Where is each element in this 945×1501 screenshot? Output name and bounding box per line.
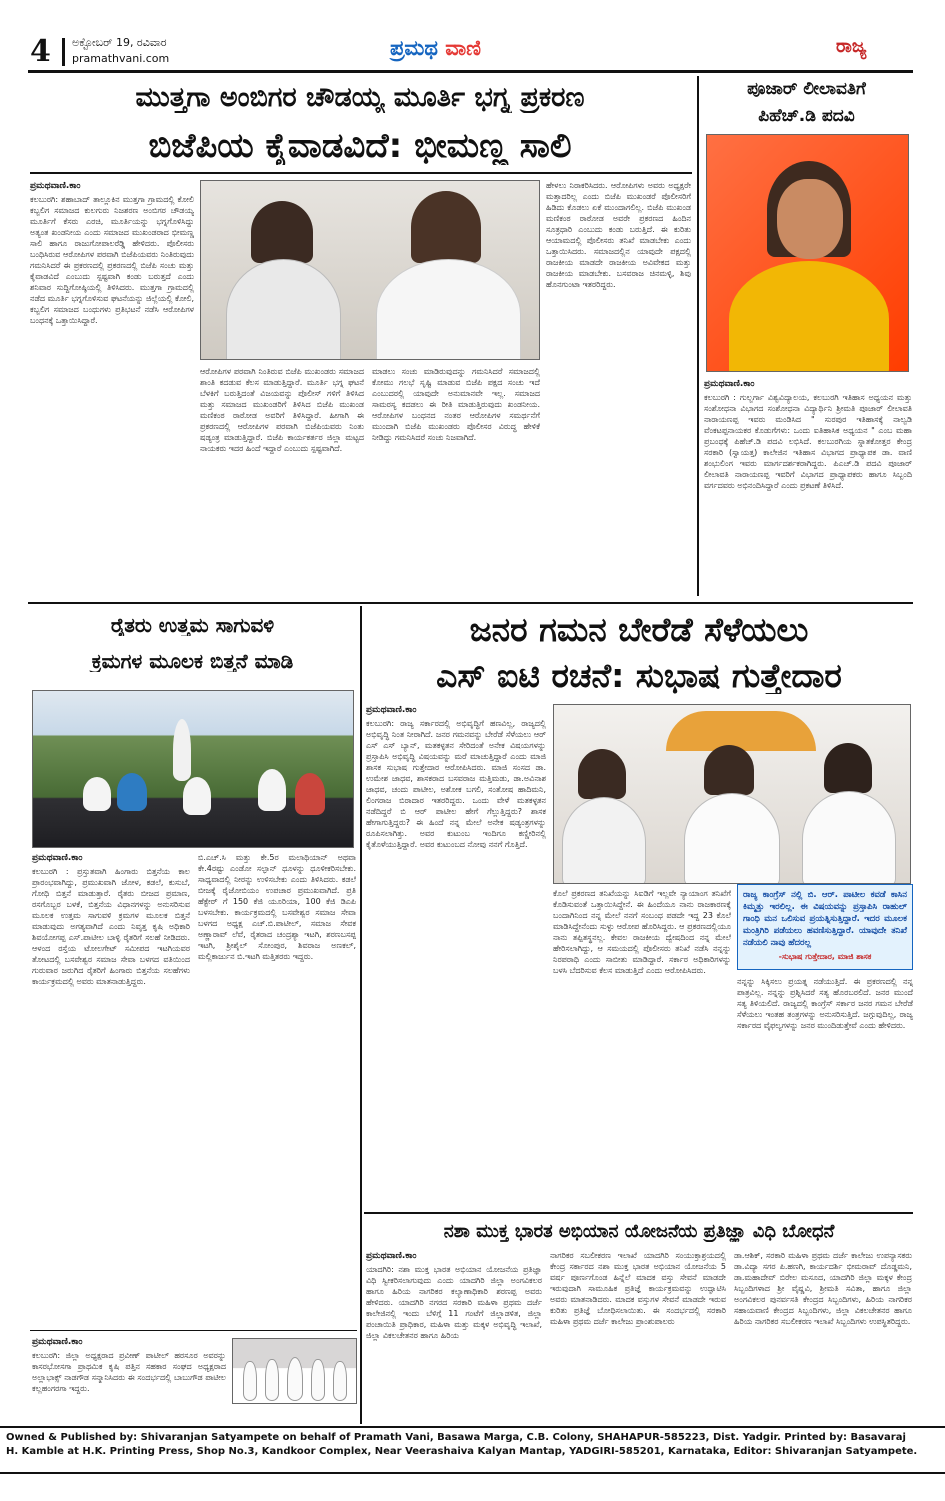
photo-seated-man-5 xyxy=(295,773,325,815)
drug-byline: ಪ್ರಮಥವಾಣಿ.ಕಾಂ xyxy=(366,1251,417,1261)
press-meet-photo xyxy=(200,180,540,360)
photo-standing-man xyxy=(173,719,191,781)
sit-col3: ನನ್ನನ್ನು ಸಿಕ್ಕಿಸಲು ಪ್ರಯತ್ನ ನಡೆಯುತ್ತಿದೆ. ಈ ಪ್ರಕರಣದಲ್ಲಿ ನನ್ನ ಪಾತ್ರವಿಲ್ಲ. ನನ್ನನ್ನು ಪ್ರಶ್ನಿಸಿದರೆ ಸತ್ಯ ಹೊರಬರಲಿದೆ. ಜನರ ಮುಂದೆ ಸತ್ಯ ತಿಳಿಯಲಿದೆ. ರಾಜ್ಯದಲ್ಲಿ ಕಾಂಗ್ರೆಸ್ ಸರ್ಕಾರ ಜನರ ಗಮನ ಬೇರೆಡೆ ಸೆಳೆಯಲು ಇಂತಹ ತಂತ್ರಗಳನ್ನು ಅನುಸರಿಸುತ್ತಿದೆ. ಜಗ್ಗುವುದಿಲ್ಲ, ರಾಜ್ಯ ಸರ್ಕಾರದ ವೈಫಲ್ಯಗಳನ್ನು ಜನರ ಮುಂದಿಡುತ್ತೇವೆ ಎಂದು ಹೇಳಿದರು. xyxy=(737,977,913,1030)
drug-col1: ಯಾದಗಿರಿ: ನಶಾ ಮುಕ್ತ ಭಾರತ ಅಭಿಯಾನ ಯೋಜನೆಯ ಪ್ರತಿಜ್ಞಾ ವಿಧಿ ಸ್ವೀಕರಿಸಲಾಗುವುದು ಎಂದು ಯಾದಗಿರಿ ಜಿಲ್ಲಾ ಅಂಗವಿಕಲರ ಹಾಗೂ ಹಿರಿಯ ನಾಗರಿಕರ ಕಲ್ಯಾಣಾಧಿಕಾರಿ ಶರಣಪ್ಪ ಅವರು ಹೇಳಿದರು. ಯಾದಗಿರಿ ನಗರದ ಸರಕಾರಿ ಮಹಿಳಾ ಪ್ರಥಮ ದರ್ಜೆ ಕಾಲೇಜಿನಲ್ಲಿ ಇಂದು ಬೆಳಿಗ್ಗೆ 11 ಗಂಟೆಗೆ ಜಿಲ್ಲಾಡಳಿತ, ಜಿಲ್ಲಾ ಪಂಚಾಯಿತಿ ಪ್ರಾಧಿಕಾರ, ಮಹಿಳಾ ಮತ್ತು ಮಕ್ಕಳ ಅಭಿವೃದ್ಧಿ ಇಲಾಖೆ, ಜಿಲ್ಲಾ ವಿಕಲಚೇತನರ ಹಾಗೂ ಹಿರಿಯ xyxy=(366,1265,542,1340)
lead-byline: ಪ್ರಮಥವಾಣಿ.ಕಾಂ xyxy=(30,181,81,191)
drug-headline: ನಶಾ ಮುಕ್ತ ಭಾರತ ಅಭಿಯಾನ ಯೋಜನೆಯ ಪ್ರತಿಜ್ಞಾ ವಿಧಿ ಬೋಧನೆ xyxy=(443,1222,835,1242)
sit-col1: ಕಲಬುರಗಿ: ರಾಜ್ಯ ಸರ್ಕಾರದಲ್ಲಿ ಅಭಿವೃದ್ಧಿಗೆ ಹಣವಿಲ್ಲ, ರಾಜ್ಯದಲ್ಲಿ ಅಭಿವೃದ್ಧಿ ನಿಂತ ನೀರಾಗಿದೆ. ಜನರ ಗಮನವನ್ನು ಬೇರೆಡೆ ಸೆಳೆಯಲು ಆರ್ ಎಸ್ ಎಸ್ ಬ್ಯಾನ್, ಮತಕಳ್ಳತನ ಸೇರಿದಂತೆ ಅನೇಕ ವಿಷಯಗಳನ್ನು ಪ್ರಸ್ತಾಪಿಸಿ ಅಭಿವೃದ್ಧಿ ವಿಷಯವನ್ನು ಮರೆ ಮಾಚುತ್ತಿದ್ದಾರೆ ಎಂದು ಮಾಜಿ ಶಾಸಕ ಸುಭಾಷ ಗುತ್ತೇದಾರ ಆರೋಪಿಸಿದರು. ಮಾಜಿ ಸಂಸದ ಡಾ. ಉಮೇಶ ಜಾಧವ, ಶಾಸಕರಾದ ಬಸವರಾಜ ಮತ್ತಿಮಡು, ಡಾ.ಅವಿನಾಶ ಜಾಧವ, ಚಂದು ಪಾಟೀಲ, ಅಶೋಕ ಬಗಲಿ, ಸಂತೋಷ ಹಾದಿಮನಿ, ಲಿಂಗರಾಜ ಬಿರಾದಾರ ಇತರರಿದ್ದರು. ಒಂದು ವೇಳೆ ಮತಕಳ್ಳತನ ನಡೆದಿದ್ದರೆ ಬಿ ಆರ್ ಪಾಟೀಲ ಹೇಗೆ ಗೆಲ್ಲುತ್ತಿದ್ದರು? ಶಾಸಕ ಹೇಗಾಗುತ್ತಿದ್ದರು? ಈ ಹಿಂದೆ ನನ್ನ ಮೇಲೆ ಅನೇಕ ಷಡ್ಯಂತ್ರಗಳನ್ನು ರೂಪಿಸಲಾಗಿತ್ತು. ಅವರ ಕುಟುಂಬ ಇಂದಿಗೂ ಕಣ್ಣೀರಿನಲ್ಲಿ ಕೈತೊಳೆಯುತ್ತಿದ್ದಾರೆ. ಅವರ ಕುಟುಂಬದ ನೋವು ನನಗೆ ಗೊತ್ತಿದೆ. xyxy=(366,719,546,849)
farm-meeting-photo xyxy=(32,690,354,848)
group-person-2 xyxy=(265,1359,279,1401)
photo-seated-man-4 xyxy=(258,769,286,811)
imprint-line1: Owned & Published by: Shivaranjan Satyampete on behalf of Pramath Vani, Basawa Marga, C.B. Colony, SHAHAPUR-585223, Dist. Yadgir. Printed by: Basavaraj xyxy=(6,1432,906,1443)
photo-person-right-body xyxy=(376,259,521,360)
press-person-1-body xyxy=(562,797,646,884)
photo-seated-man-1 xyxy=(83,777,111,811)
drug-col2: ನಾಗರಿಕರ ಸಬಲೀಕರಣ ಇಲಾಖೆ ಯಾದಗಿರಿ ಸಂಯುಕ್ತಾಶ್ರಯದಲ್ಲಿ ಕೇಂದ್ರ ಸರ್ಕಾರದ ನಶಾ ಮುಕ್ತ ಭಾರತ ಅಭಿಯಾನ ಯೋಜನೆಯ 5 ವರ್ಷ ಪೂರ್ಣಗೊಂಡ ಹಿನ್ನೆಲೆ ಮಾದಕ ವಸ್ತು ಸೇವನೆ ಮಾಡದೇ ಇರುವುದಾಗಿ ಸಾಮೂಹಿಕ ಪ್ರತಿಜ್ಞೆ ಕಾರ್ಯಕ್ರಮವನ್ನು ಉದ್ಘಾಟಿಸಿ ಅವರು ಮಾತನಾಡಿದರು. ಮಾದಕ ವಸ್ತುಗಳ ಸೇವನೆ ಮಾಡದೇ ಇರುವ ಕುರಿತು ಪ್ರತಿಜ್ಞೆ ಬೋಧಿಸಲಾಯಿತು. ಈ ಸಂದರ್ಭದಲ್ಲಿ ಸರಕಾರಿ ಮಹಿಳಾ ಪ್ರಥಮ ದರ್ಜೆ ಕಾಲೇಜು ಪ್ರಾಂಶುಪಾಲರು xyxy=(550,1251,726,1326)
lead-headline-line1: ಮುತ್ತಗಾ ಅಂಬಿಗರ ಚೌಡಯ್ಯ ಮೂರ್ತಿ ಭಗ್ನ ಪ್ರಕರಣ xyxy=(135,83,585,113)
farm-headline-line2: ಕ್ರಮಗಳ ಮೂಲಕ ಬಿತ್ತನೆ ಮಾಡಿ xyxy=(91,650,294,672)
photo-person-right-head xyxy=(411,191,481,263)
lead-col2: ಆರೋಪಿಗಳ ಪರವಾಗಿ ನಿಂತಿರುವ ಬಿಜೆಪಿ ಮುಖಂಡರು ಸಮಾಜದ ಶಾಂತಿ ಕದಡುವ ಕೆಲಸ ಮಾಡುತ್ತಿದ್ದಾರೆ. ಮೂರ್ತಿ ಭಗ್ನ ಘಟನೆ ಬೆಳಕಿಗೆ ಬರುತ್ತಿದಂತೆ ವಿಜಯವನ್ನು ಪೊಲೀಸ್ ಗಳಿಗೆ ತಿಳಿಸಿದ ಮತ್ತು ಸಮಾಜದ ಮುಖಂಡರಿಗೆ ತಿಳಿಸಿದ ಬಿಜೆಪಿ ಮುಖಂಡ ಮಣಿಕಂಠ ರಾಠೋಡ ಅವರಿಗೆ ತಿಳಿಸಿದ್ದಾರೆ. ಹೀಗಾಗಿ ಈ ಪ್ರಕರಣದಲ್ಲಿ ಆರೋಪಿಗಳ ಪರವಾಗಿ ಬಿಜೆಪಿಯವರು ನಿಂತು ಷಡ್ಯಂತ್ರ ಮಾಡುತ್ತಿದ್ದಾರೆ. ಬಿಜೆಪಿ ಕಾರ್ಯಕರ್ತರ ಜಿಲ್ಲಾ ಮಟ್ಟದ ನಾಯಕರು ಇದರ ಹಿಂದೆ ಇದ್ದಾರೆ ಎಂಬುದು ಸ್ಪಷ್ಟವಾಗಿದೆ. xyxy=(200,367,364,453)
side-byline: ಪ್ರಮಥವಾಣಿ.ಕಾಂ xyxy=(704,379,755,389)
lead-col4: ಹೇಳಲು ನಿರಾಕರಿಸಿದರು. ಆರೋಪಿಗಳು ಅವರು ಅಧ್ಯಕ್ಷರೇ ಮತ್ತಾದರಿಲ್ಲ ಎಂದು ಬಿಜೆಪಿ ಮುಖಂಡರೆ ಪೊಲೀಸರಿಗೆ ಹಿಡಿದು ಕೊಡಲು ಏಕೆ ಮುಂದಾಗಲಿಲ್ಲ. ಬಿಜೆಪಿ ಮುಖಂಡ ಮಣಿಕಂಠ ರಾಠೋಡ ಅವರೇ ಪ್ರಕರಣದ ಹಿಂದಿನ ಸೂತ್ರಧಾರಿ ಎಂಬುದು ಕಂಡು ಬರುತ್ತಿದೆ. ಈ ಕುರಿತು ಆಯಾಮದಲ್ಲಿ ಪೊಲೀಸರು ತನಿಖೆ ಮಾಡಬೇಕು ಎಂದು ಒತ್ತಾಯಿಸಿದರು. ಸಮಾಜದಲ್ಲಿನ ಯಾವುದೇ ಪಕ್ಷದಲ್ಲಿ ರಾಜಕೀಯ ಮಾಡದೇ ರಾಜಕೀಯ ಅವಿವೇಕದ ಮತ್ತು ರಾಜಕೀಯ ಮಾಡಬೇಕು. ಬಸವರಾಜ ಚಿನಮಳ್ಳಿ, ಶಿವು ಹೊನಗುಂಟಾ ಇತರರಿದ್ದರು. xyxy=(546,181,691,289)
lead-rule xyxy=(30,172,692,174)
brief-text: ಕಲಬುರಗಿ: ಜಿಲ್ಲಾ ಅಧ್ಯಕ್ಷರಾದ ಪ್ರವೀಣ್ ಪಾಟೀಲ್ ಹರಸೂರ ಅವರನ್ನು ಕಾಸರಭೋಸಗಾ ಪ್ರಾಥಮಿಕ ಕೃಷಿ ಪತ್ತಿನ ಸಹಕಾರ ಸಂಘದ ಅಧ್ಯಕ್ಷರಾದ ಅಲ್ಲಾಭಾಕ್ಸ್ ನಾಡಗೌಡ ಸನ್ಮಾನಿಸಿದರು ಈ ಸಂದರ್ಭದಲ್ಲಿ ಬಾಬುಗೌಡ ಪಾಟೀಲ ಕಲ್ಲಹಂಗರಗಾ ಇದ್ದರು. xyxy=(32,1351,226,1393)
portrait-face xyxy=(777,179,843,259)
page-number: 4 xyxy=(30,34,51,69)
section-rule-mid xyxy=(28,602,913,604)
lead-col1: ಕಲಬುರಗಿ: ಶಹಾಬಾದ್ ತಾಲ್ಲೂಕಿನ ಮುತ್ತಗಾ ಗ್ರಾಮದಲ್ಲಿ ಕೋಲಿ ಕಬ್ಬಲಿಗ ಸಮಾಜದ ಕುಲಗುರು ನಿಜಶರಣ ಅಂಬಿಗರ ಚೌಡಯ್ಯ ಮೂರ್ತಿಗೆ ಕೆಸರು ಎರಚಿ, ಮೂರ್ತಿಯನ್ನು ಭಗ್ನಗೊಳಿಸಿದ್ದು ಅತ್ಯಂತ ಖಂಡನೀಯ ಎಂದು ಸಮಾಜದ ಮುಖಂಡರಾದ ಭೀಮಣ್ಣ ಸಾಲಿ ಹಾಗೂ ರಾಜುಗೋಪಾಲರೆಡ್ಡಿ ಹೇಳಿದರು. ಪೊಲೀಸರು ಬಂಧಿಸಿರುವ ಆರೋಪಿಗಳ ಪರವಾಗಿ ಬಿಜೆಪಿಯವರು ನಿಂತಿರುವುದು ಗಮನಿಸಿದರೆ ಈ ಪ್ರಕರಣದಲ್ಲಿ ಪ್ರಕರಣದಲ್ಲಿ ಬಿಜೆಪಿ ಸಂಚು ಮತ್ತು ಕೈವಾಡವಿದೆ ಎಂಬುದು ಸ್ಪಷ್ಟವಾಗಿ ಕಂಡು ಬರುತ್ತದೆ ಎಂದು ಶನಿವಾರ ಸುದ್ದಿಗೋಷ್ಠಿಯಲ್ಲಿ ತಿಳಿಸಿದರು. ಮುತ್ತಗಾ ಗ್ರಾಮದಲ್ಲಿ ನಡೆದ ಮೂರ್ತಿ ಭಗ್ನಗೊಳಿಸುವ ಘಟನೆಯನ್ನು ಜಿಲ್ಲೆಯಲ್ಲಿ ಕೋಲಿ, ಕಬ್ಬಲಿಗ ಸಮಾಜದ ಬಂಧುಗಳು ಪ್ರತಿಭಟನೆ ನಡೆಸಿ ಆರೋಪಿಗಳ ಬಂಧನಕ್ಕೆ ಒತ್ತಾಯಿಸಿದ್ದಾರೆ. xyxy=(30,195,194,325)
sit-headline-line1: ಜನರ ಗಮನ ಬೇರೆಡೆ ಸೆಳೆಯಲು xyxy=(469,612,809,649)
lead-col3: ಮಾಡಲು ಸಂಚು ಮಾಡಿರುವುದನ್ನು ಗಮನಿಸಿದರೆ ಸಮಾಜದಲ್ಲಿ ಕೋಮು ಗಲಭೆ ಸೃಷ್ಟಿ ಮಾಡುವ ಬಿಜೆಪಿ ಪಕ್ಷದ ಸಂಚು ಇದೆ ಎಂಬುದರಲ್ಲಿ ಯಾವುದೇ ಅನುಮಾನವೇ ಇಲ್ಲ. ಸಮಾಜದ ಸಾಮರಸ್ಯ ಕದಡಲು ಈ ರೀತಿ ಮಾಡುತ್ತಿರುವುದು ಖಂಡನೀಯ. ಆರೋಪಿಗಳ ಬಂಧನದ ನಂತರ ಆರೋಪಿಗಳ ಸಮರ್ಥನೆಗೆ ಮುಂದಾಗಿ ಬಿಜೆಪಿ ಮುಖಂಡರು ಪೊಲೀಸರ ವಿರುದ್ಧ ಹೇಳಿಕೆ ನೀಡಿದ್ದು ಗಮನಿಸಿದರೆ ಸಂಚು ನಿಜವಾಗಿದೆ. xyxy=(372,367,540,442)
press-person-1-head xyxy=(578,749,626,799)
logo-part1: ಪ್ರಮಥ xyxy=(390,36,438,60)
brief-rule xyxy=(30,1330,357,1331)
side-headline-line1: ಪೂಜಾರ್ ಲೀಲಾವತಿಗೆ xyxy=(747,80,866,99)
group-person-4 xyxy=(311,1359,325,1401)
portrait-saree xyxy=(729,261,889,372)
press-person-3-head xyxy=(824,743,872,793)
photo-person-left-body xyxy=(226,259,341,360)
section-label: ರಾಜ್ಯ xyxy=(836,36,867,57)
group-person-1 xyxy=(243,1361,257,1401)
imprint-line2: H. Kamble at H.K. Printing Press, Shop No.3, Kandkoor Complex, Near Veerashaiva Kalyan Mantap, YADGIRI-585201, Karnataka, Editor: Shivaranjan Satyampete. xyxy=(6,1446,918,1457)
column-divider-lower xyxy=(360,606,362,1424)
side-text: ಕಲಬುರಗಿ : ಗುಲ್ಬರ್ಗಾ ವಿಶ್ವವಿದ್ಯಾಲಯ, ಕಲಬುರಗಿ ಇತಿಹಾಸ ಅಧ್ಯಯನ ಮತ್ತು ಸಂಶೋಧನಾ ವಿಭಾಗದ ಸಂಶೋಧನಾ ವಿದ್ಯಾರ್ಥಿನಿ ಶ್ರೀಮತಿ ಪೂಜಾರ್ ಲೀಲಾವತಿ ನಾರಾಯಣಪ್ಪ ಇವರು ಮಂಡಿಸಿದ " ಸುರಪುರ ಇತಿಹಾಸಕ್ಕೆ ನಾಲ್ವಡಿ ವೆಂಕಟಪ್ಪನಾಯಕರ ಕೊಡುಗೆಗಳು: ಒಂದು ಐತಿಹಾಸಿಕ ಅಧ್ಯಯನ " ಎಂಬ ಮಹಾ ಪ್ರಬಂಧಕ್ಕೆ ಪಿಹೆಚ್.ಡಿ ಪದವಿ ಲಭಿಸಿದೆ. ಕಲಬುರಗಿಯ ಸ್ನಾತಕೋತ್ತರ ಕೇಂದ್ರ ಸರಕಾರಿ (ಸ್ವಾಯತ್ತ) ಕಾಲೇಜಿನ ಇತಿಹಾಸ ವಿಭಾಗದ ಪ್ರಾಧ್ಯಾಪಕ ಡಾ. ವಾಣಿ ಶಂಭುಲಿಂಗ ಇವರು ಮಾರ್ಗದರ್ಶಕರಾಗಿದ್ದರು. ಪಿಎಚ್.ಡಿ ಪದವಿ ಪೂಜಾರ್ ಲೀಲಾವತಿ ನಾರಾಯಣಪ್ಪ ಇವರಿಗೆ ವಿಭಾಗದ ಪ್ರಾಧ್ಯಾಪಕರು ಹಾಗೂ ಸಿಬ್ಬಂದಿ ವರ್ಗದವರು ಅಭಿನಂದಿಸಿದ್ದಾರೆ ಎಂದು ಪ್ರಕಟಣೆ ತಿಳಿಸಿದೆ. xyxy=(704,393,912,490)
drug-col3: ಡಾ.ಆಶಿಕ್, ಸರಕಾರಿ ಮಹಿಳಾ ಪ್ರಥಮ ದರ್ಜೆ ಕಾಲೇಜು ಉಪನ್ಯಾಸಕರು ಡಾ.ವಿದ್ಯಾ ಸಗರ ಪಿ.ಹಣಗಿ, ಕಾರ್ಯದರ್ಶಿ ಭೀಮರಾವ್ ದೊಡ್ಡಮನಿ, ಡಾ.ಮಹಾದೇವ್ ಬಿರೇಲ ಮಸೂದ, ಯಾದಗಿರಿ ಜಿಲ್ಲಾ ಮಕ್ಕಳ ಕೇಂದ್ರ ಸಿಬ್ಬಂದಿಗಳಾದ ಶ್ರೀ ವೈಷ್ಣವಿ, ಶ್ರೀಮತಿ ಸವಿತಾ, ಹಾಗೂ ಜಿಲ್ಲಾ ಅಂಗವಿಕಲರ ಪುನರ್ವಸತಿ ಕೇಂದ್ರದ ಸಿಬ್ಬಂದಿಗಳು, ಹಿರಿಯ ನಾಗರಿಕರ ಸಹಾಯವಾಣಿ ಕೇಂದ್ರದ ಸಿಬ್ಬಂದಿಗಳು, ಜಿಲ್ಲಾ ವಿಕಲಚೇತನರ ಹಾಗೂ ಹಿರಿಯ ನಾಗರಿಕರ ಸಬಲೀಕರಣ ಇಲಾಖೆ ಸಿಬ್ಬಂದಿಗಳು ಉಪಸ್ಥಿತರಿದ್ದರು. xyxy=(734,1251,912,1326)
side-headline-line2: ಪಿಹೆಚ್.ಡಿ ಪದವಿ xyxy=(758,107,855,126)
photo-person-left-head xyxy=(251,201,313,263)
farm-col2: ಬಿ.ಎಚ್.ಸಿ ಮತ್ತು ಕೇ.5ರ ಮಲಾಥಿಯಾನ್ ಅಥವಾ ಕೇ.4ರಷ್ಟು ಎಂಡೋ ಸಲ್ಫಾನ್ ಧೂಳನ್ನು ಧೂಳೀಕರಿಸಬೇಕು. ಸಾಧ್ಯವಾದಲ್ಲಿ ನೀರನ್ನು ಉಳಿಸಬೇಕು ಎಂದು ತಿಳಿಸಿದರು. ಕಡಲೆ ಬೀಜಕ್ಕೆ ರೈಜೋಬಿಯಂ ಉಪಚಾರ ಪ್ರಮುಖವಾಗಿದೆ. ಪ್ರತಿ ಹೆಕ್ಟೇರ್ ಗೆ 150 ಕೆಜಿ ಯೂರಿಯಾ, 100 ಕೆಜಿ ಡಿಎಪಿ ಬಳಸಬೇಕು. ಕಾರ್ಯಕ್ರಮದಲ್ಲಿ ಬಸವೇಶ್ವರ ಸಮಾಜ ಸೇವಾ ಬಳಗದ ಅಧ್ಯಕ್ಷ ಎಚ್.ಬಿ.ಪಾಟೀಲ್, ಸಮಾಜ ಸೇವಕ ಅಣ್ಣಾರಾವ್ ಲೆವೆ, ರೈತರಾದ ಚಂದ್ರಶ್ಯಾ ಇಟಗಿ, ಶರಣಬಸಪ್ಪ ಇಟಗಿ, ಶ್ರೀಶೈಲ್ ಸೋಂಪುರ, ಶಿವರಾಜ ಅಣಕಲ್, ಮಲ್ಲಿಕಾರ್ಜುನ ಬಿ.ಇಟಗಿ ಮತ್ತಿತರರು ಇದ್ದರು. xyxy=(198,853,356,961)
press-conference-photo xyxy=(553,704,911,884)
quote-text: ರಾಜ್ಯ ಕಾಂಗ್ರೆಸ್ ನಲ್ಲಿ ಬಿ. ಆರ್. ಪಾಟೀಲ ಕವಡೆ ಕಾಸಿನ ಕಿಮ್ಮತ್ತು ಇರಲಿಲ್ಲ. ಈ ವಿಷಯವನ್ನು ಪ್ರಸ್ತಾಪಿಸಿ ರಾಹುಲ್ ಗಾಂಧಿ ಮನ ಒಲಿಸುವ ಪ್ರಯತ್ನಿಸುತ್ತಿದ್ದಾರೆ. ಇದರ ಮೂಲಕ ಮಂತ್ರಿಗಿರಿ ಪಡೆಯಲು ಹವಣಿಸುತ್ತಿದ್ದಾರೆ. ಯಾವುದೇ ತನಿಖೆ ನಡೆಯಲಿ ನಾವು ಹೆದರಲ್ಲ xyxy=(743,890,907,948)
brief-byline: ಪ್ರಮಥವಾಣಿ.ಕಾಂ xyxy=(32,1337,83,1347)
farm-col1: ಕಲಬುರಗಿ : ಪ್ರಸ್ತುತವಾಗಿ ಹಿಂಗಾರು ಬಿತ್ತನೆಯ ಕಾಲ ಪ್ರಾರಂಭವಾಗಿದ್ದು, ಪ್ರಮುಖವಾಗಿ ಜೋಳ, ಕಡಲೆ, ಕುಸುಬೆ, ಗೋಧಿ ಬಿತ್ತನೆ ಮಾಡುತ್ತಾರೆ. ರೈತರು ಬೀಜದ ಪ್ರಮಾಣ, ರಸಗೊಬ್ಬರ ಬಳಕೆ, ಬಿತ್ತನೆಯ ವಿಧಾನಗಳನ್ನು ಅನುಸರಿಸುವ ಮೂಲಕ ಉತ್ತಮ ಸಾಗುವಳಿ ಕ್ರಮಗಳ ಮೂಲಕ ಬಿತ್ತನೆ ಮಾಡುವುದು ಅಗತ್ಯವಾಗಿದೆ ಎಂದು ನಿವೃತ್ತ ಕೃಷಿ ಅಧಿಕಾರಿ ಶಿವಯೋಗಪ್ಪ ಎಸ್.ಪಾಟೀಲ ಬಾಳ್ಳಿ ರೈತರಿಗೆ ಸಲಹೆ ನೀಡಿದರು. ಆಳಂದ ರಸ್ತೆಯ ಟೋಲಗೇಟ್ ಸಮೀಪದ ಇಟಗಿಯವರ ತೋಟದಲ್ಲಿ ಬಸವೇಶ್ವರ ಸಮಾಜ ಸೇವಾ ಬಳಗದ ವತಿಯಿಂದ ಗುರುವಾರ ಜರುಗಿದ ರೈತರಿಗೆ ಹಿಂಗಾರು ಬಿತ್ತನೆಯ ಸಲಹೆಗಳು ಕಾರ್ಯಕ್ರಮದಲ್ಲಿ ಅವರು ಮಾತನಾಡುತ್ತಿದ್ದರು. xyxy=(32,867,190,986)
newspaper-logo xyxy=(390,36,481,61)
press-person-3-body xyxy=(802,791,896,884)
quote-signature: -ಸುಭಾಷ ಗುತ್ತೇದಾರ, ಮಾಜಿ ಶಾಸಕ xyxy=(778,952,872,961)
farm-byline: ಪ್ರಮಥವಾಣಿ.ಕಾಂ xyxy=(32,853,83,863)
farm-headline-line1: ರೈತರು ಉತ್ತಮ ಸಾಗುವಳಿ xyxy=(110,614,275,636)
press-person-2-body xyxy=(684,793,780,884)
photo-seated-man-2 xyxy=(117,773,147,811)
masthead-rule xyxy=(28,70,913,73)
portrait-photo xyxy=(706,134,909,372)
website-link[interactable]: pramathvani.com xyxy=(72,52,170,65)
group-person-5 xyxy=(333,1361,347,1401)
press-person-2-head xyxy=(704,745,754,795)
drug-rule xyxy=(364,1212,913,1214)
imprint-footer xyxy=(0,1426,945,1474)
banner-emblem-icon xyxy=(666,711,816,751)
masthead-divider xyxy=(62,38,65,66)
group-person-3 xyxy=(287,1357,303,1401)
felicitation-photo xyxy=(232,1338,357,1404)
logo-part2: ವಾಣಿ xyxy=(445,36,481,60)
photo-seated-man-3 xyxy=(183,777,211,815)
sit-headline-line2: ಎಸ್ ಐಟಿ ರಚನೆ: ಸುಭಾಷ ಗುತ್ತೇದಾರ xyxy=(436,658,842,695)
sit-col2: ಕೊಲೆ ಪ್ರಕರಣದ ತನಿಖೆಯನ್ನು ಸಿಐಡಿಗೆ ಇಲ್ಲವೇ ನ್ಯಾಯಾಂಗ ತನಿಖೆಗೆ ಕೊಡಿಸುವಂತೆ ಒತ್ತಾಯಿಸಿದ್ದೇನೆ. ಈ ಹಿಂದೆಯೂ ನಾನು ರಾಜಕಾರಣಕ್ಕೆ ಬಂದಾಗಿನಿಂದ ನನ್ನ ಮೇಲೆ ನನಗೆ ಸಂಬಂಧ ಪಡದೇ ಇದ್ದ 23 ಕೊಲೆ ಮಾಡಿಸಿದ್ದೇನೆಂದು ಸುಳ್ಳು ಆರೋಪ ಹೊರಿಸಿದ್ದರು. ಆ ಪ್ರಕರಣದಲ್ಲಿಯೂ ನಾನು ತಪ್ಪಿತಸ್ಥನಲ್ಲ. ಕೇವಲ ರಾಜಕೀಯ ದ್ವೇಷದಿಂದ ನನ್ನ ಮೇಲೆ ಹೇರಿಸಲಾಗಿದ್ದು, ಆ ಸಮಯದಲ್ಲಿ ಪೊಲೀಸರು ತನಿಖೆ ನಡೆಸಿ ನನ್ನನ್ನು ನಿರಪರಾಧಿ ಎಂದು ಸಾಬೀತು ಮಾಡಿದ್ದಾರೆ. ಸರ್ಕಾರ ಅಧಿಕಾರಿಗಳನ್ನು ಬಳಸಿ ಬೆದರಿಸುವ ಕೆಲಸ ಮಾಡುತ್ತಿದೆ ಎಂದು ಆರೋಪಿಸಿದರು. xyxy=(553,889,731,975)
lead-headline-line2: ಬಿಜೆಪಿಯ ಕೈವಾಡವಿದೆ: ಭೀಮಣ್ಣ ಸಾಲಿ xyxy=(148,128,572,166)
sit-byline: ಪ್ರಮಥವಾಣಿ.ಕಾಂ xyxy=(366,705,417,715)
issue-date: ಅಕ್ಟೋಬರ್ 19, ರವಿವಾರ xyxy=(72,36,167,49)
column-divider xyxy=(697,76,699,596)
quote-box xyxy=(737,884,913,970)
